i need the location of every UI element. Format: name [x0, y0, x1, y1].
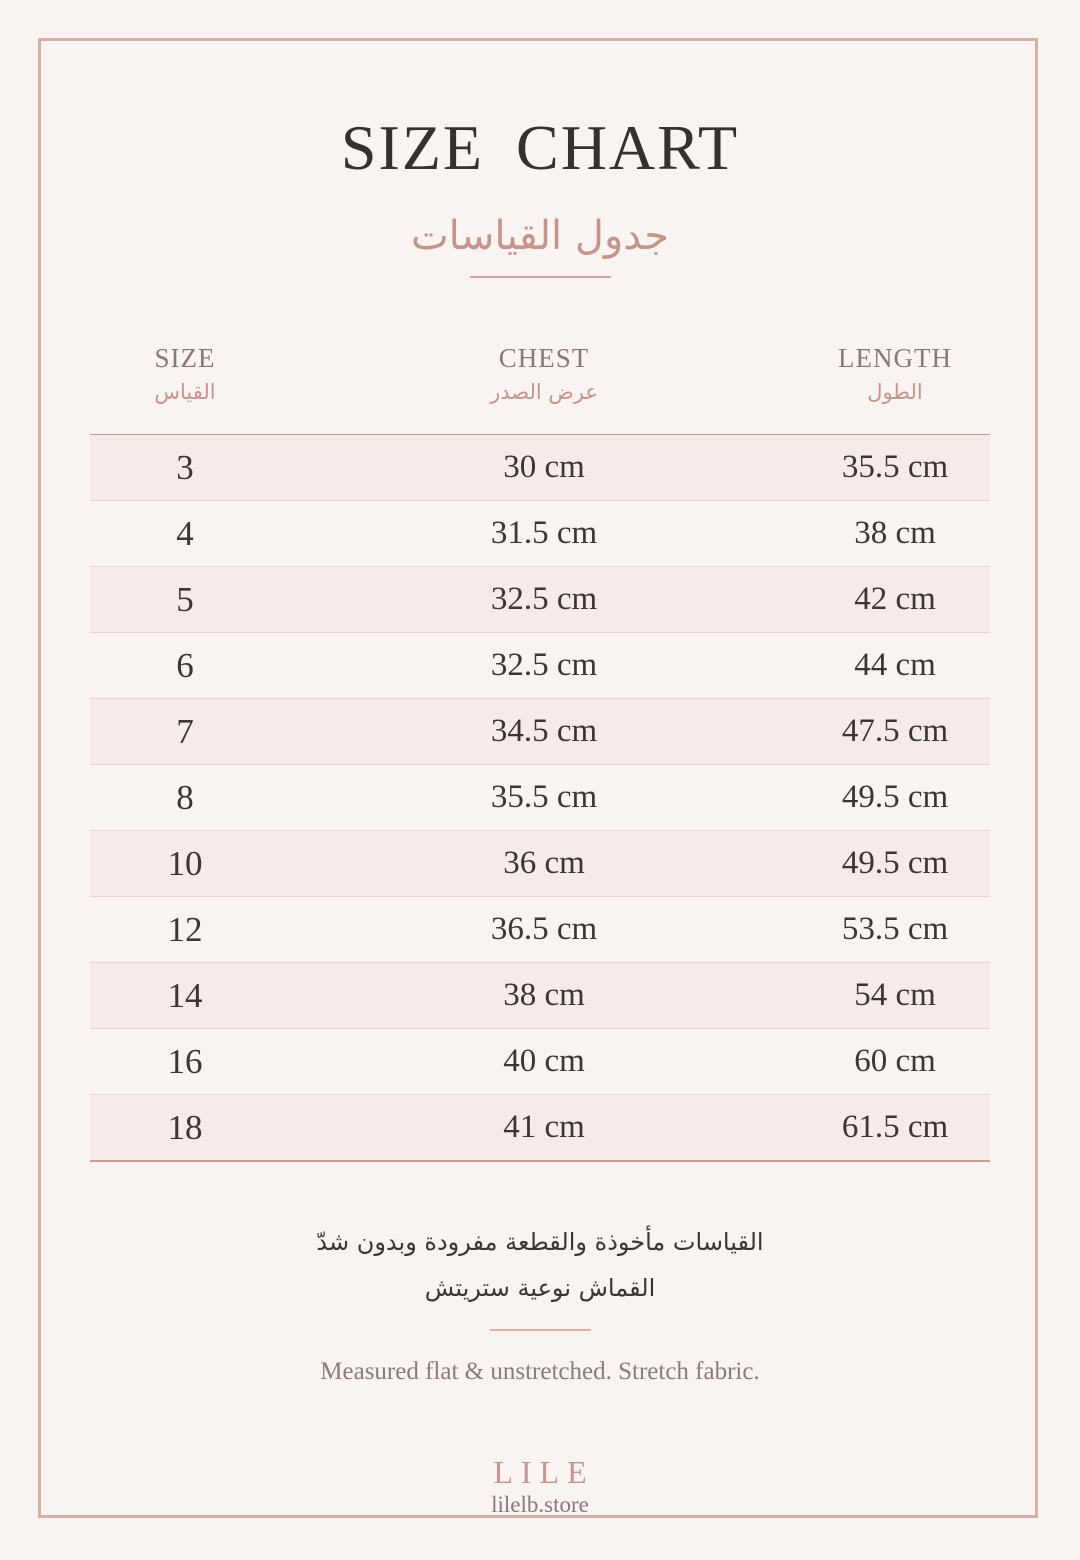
size-cell: 8: [176, 778, 194, 817]
length-cell: 54 cm: [854, 977, 936, 1013]
page-title: SIZE CHART: [340, 112, 740, 183]
page-title-arabic: جدول القياسات: [411, 213, 669, 259]
table-row: [90, 897, 990, 963]
length-cell: 35.5 cm: [841, 449, 949, 485]
size-cell: 5: [176, 580, 194, 619]
table-row: [90, 435, 990, 501]
length-cell: 49.5 cm: [841, 779, 949, 815]
chest-cell: 32.5 cm: [490, 581, 598, 617]
size-cell: 3: [176, 448, 194, 487]
table-body: [90, 435, 990, 1162]
table-row: [90, 963, 990, 1029]
length-cell: 49.5 cm: [841, 845, 949, 881]
size-cell: 4: [176, 514, 194, 553]
column-header-label-arabic: الطول: [867, 380, 923, 404]
column-header-label-arabic: القياس: [154, 380, 216, 404]
table-row: [90, 501, 990, 567]
length-cell: 42 cm: [854, 581, 936, 617]
measurement-note-arabic: القياسات مأخوذة والقطعة مفرودة وبدون شدّ: [316, 1228, 764, 1256]
table-row: [90, 633, 990, 699]
website-link[interactable]: lilelb.store: [491, 1492, 589, 1517]
length-cell: 44 cm: [854, 647, 936, 683]
column-header-label: LENGTH: [838, 343, 952, 373]
size-cell: 10: [167, 844, 203, 883]
length-cell: 53.5 cm: [841, 911, 949, 947]
chest-cell: 31.5 cm: [490, 515, 598, 551]
table-row: [90, 567, 990, 633]
length-cell: 61.5 cm: [841, 1109, 949, 1145]
chest-cell: 38 cm: [503, 977, 585, 1013]
size-cell: 16: [167, 1042, 203, 1081]
column-header-label: SIZE: [154, 343, 216, 373]
chest-cell: 36.5 cm: [490, 911, 598, 947]
chest-cell: 32.5 cm: [490, 647, 598, 683]
fabric-note-arabic: القماش نوعية ستريتش: [424, 1274, 656, 1302]
notes-divider: [490, 1329, 591, 1331]
length-cell: 38 cm: [854, 515, 936, 551]
column-header-length: [765, 340, 1025, 408]
size-cell: 12: [167, 910, 203, 949]
size-cell: 18: [167, 1108, 203, 1147]
chest-cell: 41 cm: [503, 1109, 585, 1145]
brand-logo-text: LILE: [493, 1454, 595, 1490]
chest-cell: 35.5 cm: [490, 779, 598, 815]
table-row: [90, 831, 990, 897]
table-row: [90, 765, 990, 831]
column-header-label-arabic: عرض الصدر: [490, 380, 598, 404]
size-cell: 7: [176, 712, 194, 751]
table-row: [90, 699, 990, 765]
column-header-size: [55, 340, 315, 408]
column-header-chest: [414, 340, 674, 408]
chest-cell: 30 cm: [503, 449, 585, 485]
chest-cell: 40 cm: [503, 1043, 585, 1079]
length-cell: 60 cm: [854, 1043, 936, 1079]
size-cell: 6: [176, 646, 194, 685]
length-cell: 47.5 cm: [841, 713, 949, 749]
measurement-note-english: Measured flat & unstretched. Stretch fabric.: [320, 1358, 760, 1385]
chest-cell: 36 cm: [503, 845, 585, 881]
chest-cell: 34.5 cm: [490, 713, 598, 749]
table-row: [90, 1095, 990, 1162]
size-cell: 14: [167, 976, 203, 1015]
size-table: [90, 334, 990, 1162]
table-row: [90, 1029, 990, 1095]
table-header: [90, 334, 990, 435]
column-header-label: CHEST: [498, 343, 590, 373]
title-divider: [470, 276, 611, 278]
